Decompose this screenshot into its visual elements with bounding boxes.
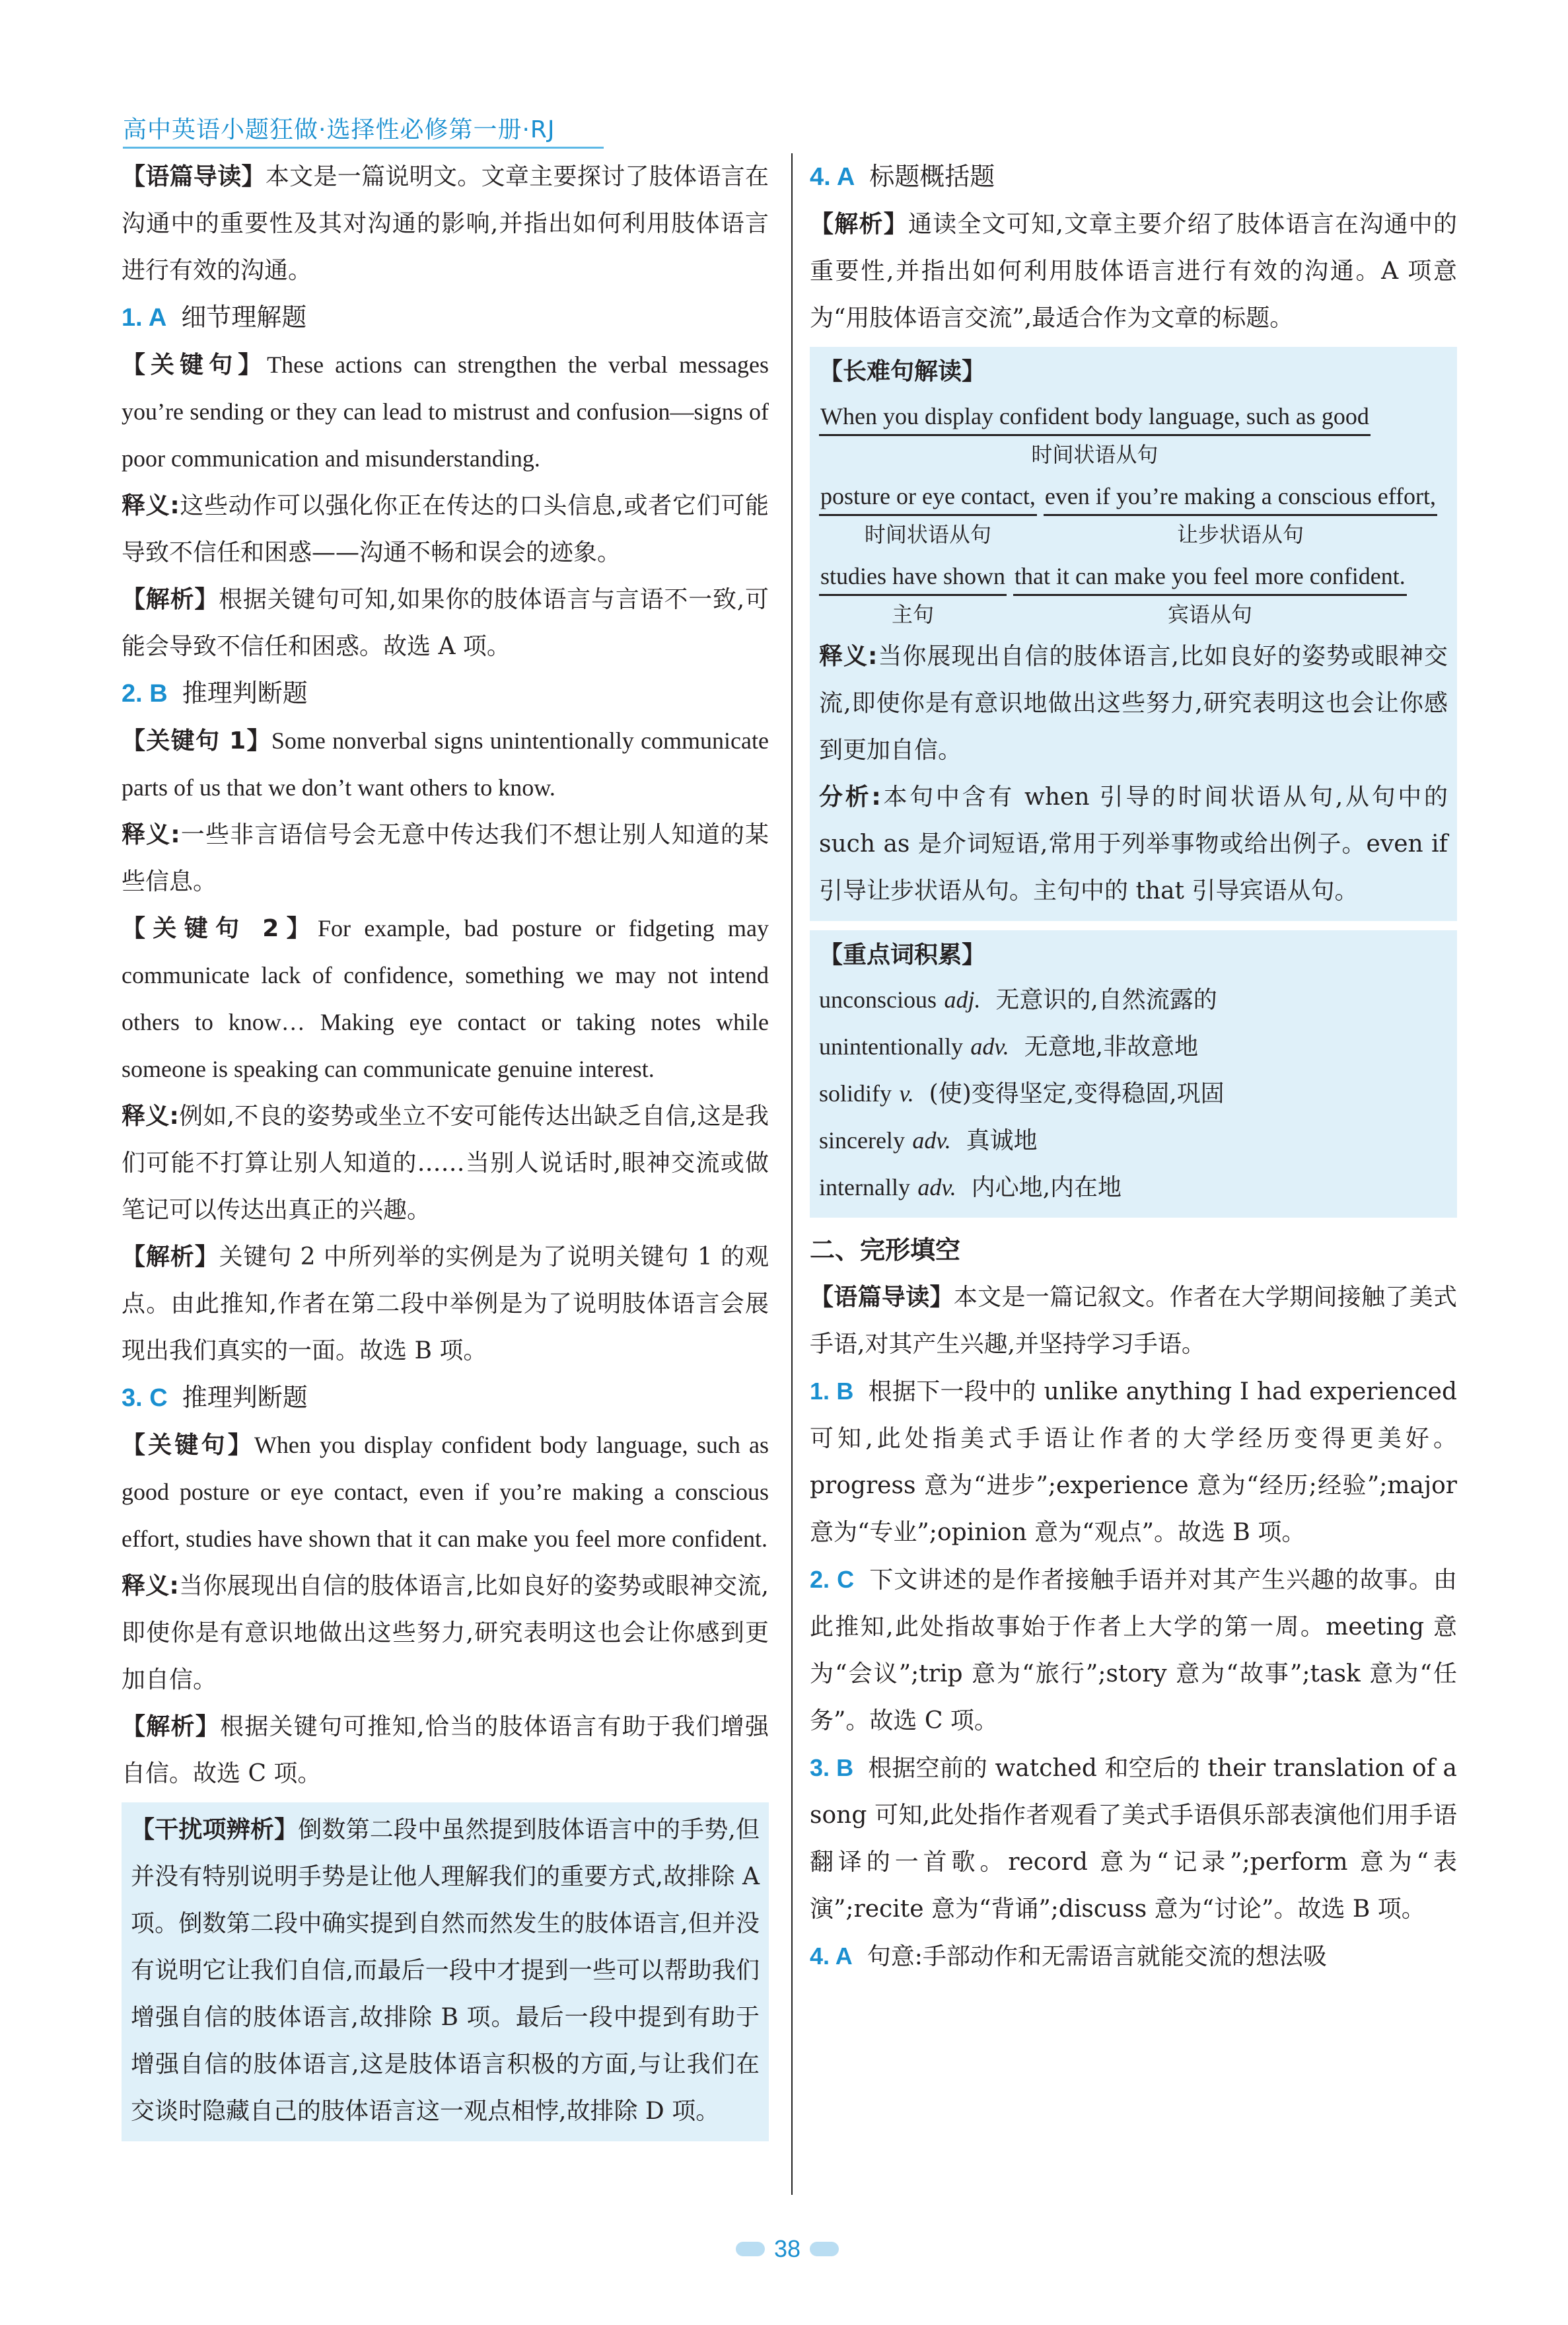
segment-even-if: even if you’re making a conscious effort, 让步状语从句: [1044, 478, 1437, 553]
sentence-segment-row-2: [819, 478, 1448, 553]
segment-main-clause: studies have shown 主句: [819, 558, 1007, 633]
segment-posture: posture or eye contact, 时间状语从句: [819, 478, 1037, 553]
long-sentence-box: [810, 347, 1457, 921]
cloze-intro: 【语篇导读】本文是一篇记叙文。作者在大学期间接触了美式手语,对其产生兴趣,并坚持学习手语。: [810, 1284, 1457, 1358]
right-column: [810, 153, 1457, 1980]
vocab-item: solidify v. (使)变得坚定,变得稳固,巩固: [819, 1080, 1225, 1107]
distractor-analysis-box: [122, 1802, 769, 2141]
q1-translation: 释义:这些动作可以强化你正在传达的口头信息,或者它们可能导致不信任和困惑——沟通不畅和误会的迹象。: [122, 492, 769, 566]
left-column: [122, 153, 769, 2151]
segment-object-clause: that it can make you feel more confident. 宾语从句: [1013, 558, 1407, 633]
q2-translation-2: 释义:例如,不良的姿势或坐立不安可能传达出缺乏自信,这是我们可能不打算让别人知道的……当别人说话时,眼神交流或做笔记可以传达出真正的兴趣。: [122, 1103, 769, 1224]
section-cloze-title: 二、完形填空: [810, 1236, 961, 1265]
question-4-header: 4. A 标题概括题: [810, 162, 995, 191]
q2-translation-1: 释义:一些非言语信号会无意中传达我们不想让别人知道的某些信息。: [122, 821, 769, 895]
running-header: 高中英语小题狂做·选择性必修第一册·RJ: [123, 116, 555, 143]
long-sentence-analysis: 分析:本句中含有 when 引导的时间状语从句,从句中的 such as 是介词短语,常用于列举事物或给出例子。even if 引导让步状语从句。主句中的 that 引导宾语从句。: [819, 784, 1448, 904]
page-number-bar-left: [736, 2242, 765, 2256]
passage-intro: 【语篇导读】本文是一篇说明文。文章主要探讨了肢体语言在沟通中的重要性及其对沟通的影响,并指出如何利用肢体语言进行有效的沟通。: [122, 163, 769, 284]
q2-analysis: 【解析】关键句 2 中所列举的实例是为了说明关键句 1 的观点。由此推知,作者在第二段中举例是为了说明肢体语言会展现出我们真实的一面。故选 B 项。: [122, 1243, 769, 1364]
q4-analysis: 【解析】通读全文可知,文章主要介绍了肢体语言在沟通中的重要性,并指出如何利用肢体语言进行有效的沟通。A 项意为“用肢体语言交流”,最适合作为文章的标题。: [810, 211, 1457, 332]
question-2-header: 2. B 推理判断题: [122, 679, 308, 708]
cloze-answer-2: 2. C 下文讲述的是作者接触手语并对其产生兴趣的故事。由此推知,此处指故事始于作者上大学的第一周。meeting 意为“会议”;trip 意为“旅行”;story 意为“故事”;task 意为“任务”。故选 C 项。: [810, 1566, 1457, 1734]
q2-key-sentence-1: 【关键句 1】Some nonverbal signs unintentionally communicate parts of us that we don’t want others to know.: [122, 727, 769, 801]
q3-translation: 释义:当你展现出自信的肢体语言,比如良好的姿势或眼神交流,即使你是有意识地做出这些努力,研究表明这也会让你感到更加自信。: [122, 1572, 769, 1693]
vocab-item: sincerely adv. 真诚地: [819, 1127, 1038, 1154]
page-number-bar-right: [810, 2242, 839, 2256]
sentence-segment-row-1: [819, 398, 1448, 473]
question-3-header: 3. C 推理判断题: [122, 1383, 308, 1412]
q3-key-sentence: 【关键句】When you display confident body language, such as good posture or eye contact, even if you’re making a conscious effort, studies have shown that it can make you feel more confident.: [122, 1432, 769, 1552]
page-number: 38: [731, 2236, 844, 2262]
question-1-header: 1. A 细节理解题: [122, 303, 307, 332]
header-rule: [123, 147, 604, 149]
q1-key-sentence: 【关键句】These actions can strengthen the verbal messages you’re sending or they can lead to mistrust and confusion—signs of poor communication and misunderstanding.: [122, 351, 769, 472]
vocabulary-box: [810, 930, 1457, 1218]
sentence-segment-row-3: [819, 558, 1448, 633]
vocabulary-title: 【重点词积累】: [819, 941, 986, 969]
cloze-answer-1: 1. B 根据下一段中的 unlike anything I had experienced 可知,此处指美式手语让作者的大学经历变得更美好。progress 意为“进步”;experience 意为“经历;经验”;major 意为“专业”;opinion 意为“观点”。故选 B 项。: [810, 1378, 1457, 1546]
column-divider: [791, 153, 793, 2195]
vocab-item: internally adv. 内心地,内在地: [819, 1174, 1122, 1201]
segment-when-clause: When you display confident body language, such as good 时间状语从句: [819, 398, 1371, 473]
cloze-answer-4: 4. A 句意:手部动作和无需语言就能交流的想法吸: [810, 1942, 1327, 1970]
vocab-item: unintentionally adv. 无意地,非故意地: [819, 1033, 1199, 1060]
q1-analysis: 【解析】根据关键句可知,如果你的肢体语言与言语不一致,可能会导致不信任和困惑。故选 A 项。: [122, 586, 769, 660]
q2-key-sentence-2: 【关键句 2】For example, bad posture or fidgeting may communicate lack of confidence, something we may not intend others to know… Making eye contact or taking notes while someone is speaking can communicate genuine interest.: [122, 915, 769, 1082]
long-sentence-title: 【长难句解读】: [819, 358, 986, 385]
vocab-item: unconscious adj. 无意识的,自然流露的: [819, 986, 1217, 1014]
cloze-answer-3: 3. B 根据空前的 watched 和空后的 their translation of a song 可知,此处指作者观看了美式手语俱乐部表演他们用手语翻译的一首歌。record 意为“记录”;perform 意为“表演”;recite 意为“背诵”;discuss 意为“讨论”。故选 B 项。: [810, 1754, 1457, 1923]
long-sentence-translation: 释义:当你展现出自信的肢体语言,比如良好的姿势或眼神交流,即使你是有意识地做出这些努力,研究表明这也会让你感到更加自信。: [819, 643, 1448, 764]
distractor-analysis: 【干扰项辨析】倒数第二段中虽然提到肢体语言中的手势,但并没有特别说明手势是让他人理解我们的重要方式,故排除 A 项。倒数第二段中确实提到自然而然发生的肢体语言,但并没有说明它让我们自信,而最后一段中才提到一些可以帮助我们增强自信的肢体语言,故排除 B 项。最后一段中提到有助于增强自信的肢体语言,这是肢体语言积极的方面,与让我们在交谈时隐藏自己的肢体语言这一观点相悖,故排除 D 项。: [131, 1816, 760, 2125]
q3-analysis: 【解析】根据关键句可推知,恰当的肢体语言有助于我们增强自信。故选 C 项。: [122, 1713, 769, 1787]
